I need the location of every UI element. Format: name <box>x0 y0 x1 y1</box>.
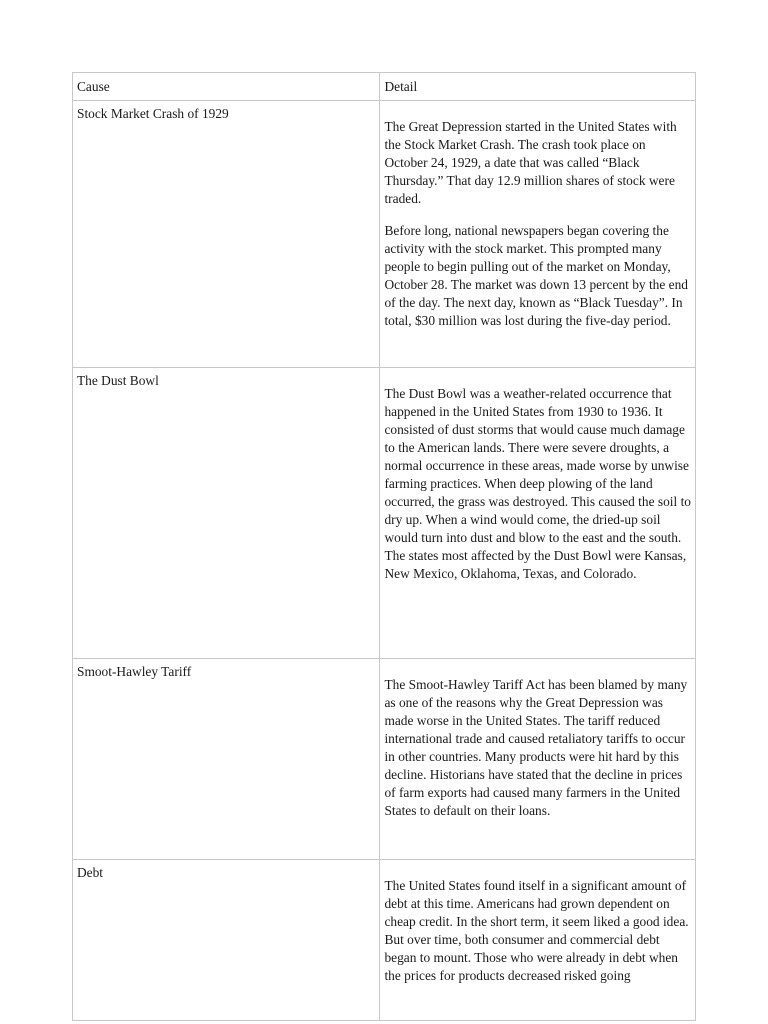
detail-cell <box>380 860 696 1021</box>
detail-paragraph: The Great Depression started in the United States with the Stock Market Crash. The crash took place on October 24, 1929, a date that was called “Black Thursday.” That day 12.9 million shares of stock were traded. <box>384 119 677 206</box>
detail-cell <box>380 101 696 368</box>
detail-paragraph: The Smoot-Hawley Tariff Act has been blamed by many as one of the reasons why the Great Depression was made worse in the United States. The tariff reduced international trade and caused retaliatory tariffs to occur in other countries. Many products were hit hard by this decline. Historians have stated that the decline in prices of farm exports had caused many farmers in the United States to default on their loans. <box>384 677 688 818</box>
header-detail: Detail <box>380 73 696 101</box>
detail-paragraph: The United States found itself in a significant amount of debt at this time. Americans had grown dependent on cheap credit. In the short term, it seem liked a good idea. But over time, both consumer and commercial debt began to mount. Those who were already in debt when the prices for products decreased risked going <box>384 878 689 983</box>
table-header-row <box>73 73 696 101</box>
table-row <box>73 368 696 659</box>
cause-cell: The Dust Bowl <box>73 368 380 659</box>
cause-cell: Stock Market Crash of 1929 <box>73 101 380 368</box>
table-row <box>73 659 696 860</box>
detail-paragraph: Before long, national newspapers began covering the activity with the stock market. This prompted many people to begin pulling out of the market on Monday, October 28. The market was down 13 percent by the end of the day. The next day, known as “Black Tuesday”. In total, $30 million was lost during the five-day period. <box>384 223 689 328</box>
detail-cell <box>380 659 696 860</box>
cause-cell: Debt <box>73 860 380 1021</box>
detail-paragraph: The Dust Bowl was a weather-related occurrence that happened in the United States from 1930 to 1936. It consisted of dust storms that would cause much damage to the American lands. There were severe droughts, a normal occurrence in these areas, made worse by unwise farming practices. When deep plowing of the land occurred, the grass was destroyed. This caused the soil to dry up. When a wind would come, the dried-up soil would turn into dust and blow to the east and the south. The states most affected by the Dust Bowl were Kansas, New Mexico, Oklahoma, Texas, and Colorado. <box>384 386 691 581</box>
detail-cell <box>380 368 696 659</box>
table-row <box>73 101 696 368</box>
causes-table <box>72 72 696 1021</box>
table-row <box>73 860 696 1021</box>
cause-cell: Smoot-Hawley Tariff <box>73 659 380 860</box>
header-cause: Cause <box>73 73 380 101</box>
